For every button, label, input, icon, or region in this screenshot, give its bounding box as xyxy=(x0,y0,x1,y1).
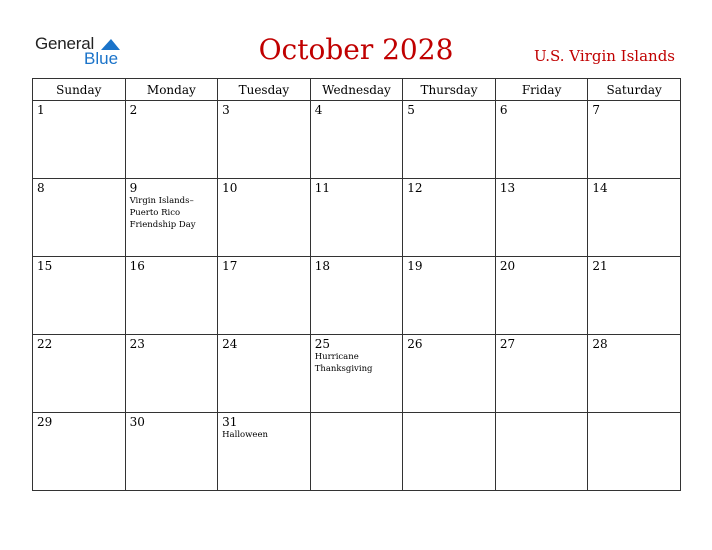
day-cell xyxy=(33,101,126,179)
day-number: 9 xyxy=(129,181,138,195)
day-number: 16 xyxy=(129,259,145,273)
day-number: 3 xyxy=(222,103,230,117)
day-cell xyxy=(218,179,311,257)
holiday-label: Virgin Islands–Puerto Rico Friendship Day xyxy=(129,196,196,230)
day-number xyxy=(588,413,680,415)
week-row xyxy=(33,335,681,413)
day-cell xyxy=(33,413,126,491)
day-cell xyxy=(125,413,218,491)
weekday-friday: Friday xyxy=(495,79,588,101)
day-cell xyxy=(310,179,403,257)
day-cell xyxy=(495,257,588,335)
day-cell xyxy=(33,257,126,335)
day-cell xyxy=(403,413,496,491)
day-number: 13 xyxy=(499,181,516,195)
day-cell xyxy=(33,179,126,257)
day-cell xyxy=(588,101,681,179)
day-number: 1 xyxy=(37,103,45,117)
day-number: 19 xyxy=(407,259,423,273)
day-number: 11 xyxy=(314,181,330,195)
weekday-monday: Monday xyxy=(125,79,218,101)
day-cell xyxy=(125,257,218,335)
day-cell xyxy=(310,101,403,179)
day-cell xyxy=(33,335,126,413)
day-number: 6 xyxy=(499,103,508,117)
day-cell xyxy=(588,179,681,257)
day-number: 23 xyxy=(129,337,145,351)
day-number: 28 xyxy=(592,337,608,351)
weekday-saturday: Saturday xyxy=(588,79,681,101)
day-cell xyxy=(588,413,681,491)
day-cell xyxy=(125,179,218,257)
day-cell xyxy=(125,335,218,413)
day-number: 2 xyxy=(129,103,138,117)
calendar-grid xyxy=(32,78,681,491)
day-cell xyxy=(588,257,681,335)
holiday-label: Hurricane Thanksgiving xyxy=(314,352,373,374)
day-number: 29 xyxy=(37,415,53,429)
day-cell xyxy=(310,257,403,335)
day-number: 10 xyxy=(222,181,238,195)
day-number: 21 xyxy=(592,259,608,273)
weekday-header-row xyxy=(33,79,681,101)
day-number: 5 xyxy=(407,103,415,117)
day-cell xyxy=(403,179,496,257)
day-cell xyxy=(403,257,496,335)
day-number: 20 xyxy=(499,259,516,273)
day-cell xyxy=(403,335,496,413)
day-number: 24 xyxy=(222,337,238,351)
day-cell xyxy=(403,101,496,179)
day-cell xyxy=(588,335,681,413)
day-number: 15 xyxy=(37,259,53,273)
weekday-sunday: Sunday xyxy=(33,79,126,101)
week-row xyxy=(33,257,681,335)
day-cell xyxy=(310,335,403,413)
day-number: 14 xyxy=(592,181,608,195)
day-number: 25 xyxy=(314,337,330,351)
holiday-label: Halloween xyxy=(222,430,268,440)
week-row xyxy=(33,101,681,179)
day-cell xyxy=(125,101,218,179)
day-cell xyxy=(218,413,311,491)
day-number: 22 xyxy=(37,337,53,351)
day-cell xyxy=(495,101,588,179)
day-cell xyxy=(310,413,403,491)
day-cell xyxy=(495,413,588,491)
logo-general-text: General xyxy=(35,34,95,53)
week-row xyxy=(33,179,681,257)
day-number: 4 xyxy=(314,103,323,117)
day-number xyxy=(403,413,495,415)
day-cell xyxy=(218,335,311,413)
day-cell xyxy=(218,257,311,335)
day-number xyxy=(311,413,403,415)
day-number: 26 xyxy=(407,337,423,351)
logo-blue-text: Blue xyxy=(84,49,119,68)
region-label: U.S. Virgin Islands xyxy=(534,47,675,65)
day-cell xyxy=(495,179,588,257)
week-row xyxy=(33,413,681,491)
day-number: 30 xyxy=(129,415,145,429)
page-title: October 2028 xyxy=(258,33,454,66)
day-number: 27 xyxy=(499,337,516,351)
day-number: 31 xyxy=(222,415,238,429)
day-number: 18 xyxy=(314,259,330,273)
day-number: 8 xyxy=(37,181,45,195)
day-number xyxy=(496,413,588,415)
day-number: 17 xyxy=(222,259,238,273)
day-number: 7 xyxy=(592,103,601,117)
weekday-tuesday: Tuesday xyxy=(218,79,311,101)
weekday-thursday: Thursday xyxy=(403,79,496,101)
day-cell xyxy=(218,101,311,179)
day-number: 12 xyxy=(407,181,423,195)
weekday-wednesday: Wednesday xyxy=(310,79,403,101)
day-cell xyxy=(495,335,588,413)
